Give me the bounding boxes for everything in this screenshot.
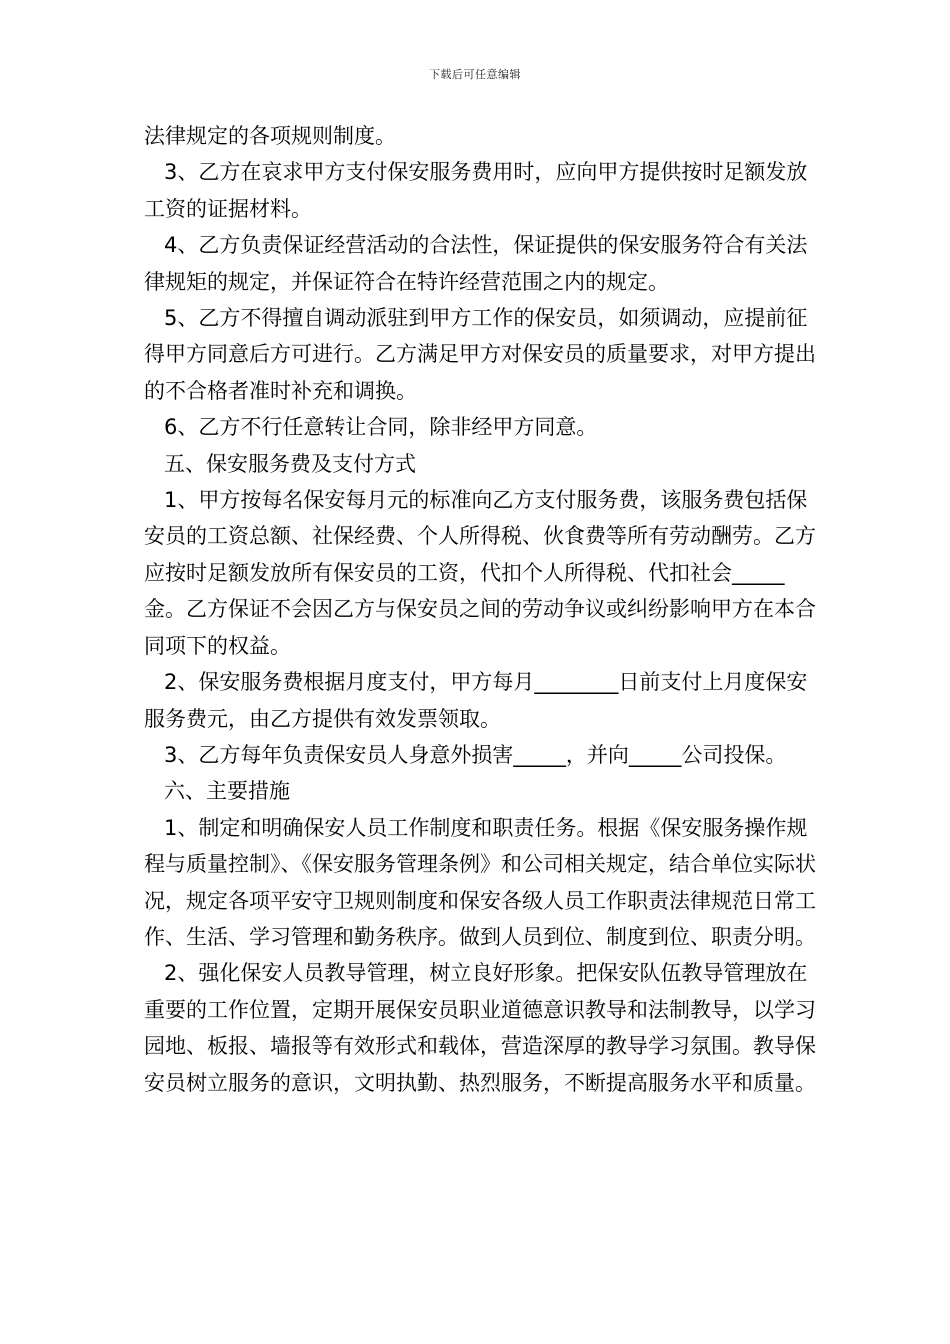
section-heading-measures: 六、主要措施 (164, 779, 290, 804)
paragraph-fees-3: 3、乙方每年负责保安员人身意外损害_____，并向_____公司投保。 (164, 742, 787, 767)
section-heading-fees: 五、保安服务费及支付方式 (164, 451, 416, 476)
paragraph-clause-4: 4、乙方负责保证经营活动的合法性，保证提供的保安服务符合有关法律规矩的规定，并保证符合在特许经营范围之内的规定。 (144, 233, 808, 294)
paragraph-clause-5: 5、乙方不得擅自调动派驻到甲方工作的保安员，如须调动，应提前征得甲方同意后方可进行。乙方满足甲方对保安员的质量要求，对甲方提出的不合格者准时补充和调换。 (144, 306, 816, 403)
page-header-note: 下载后可任意编辑 (429, 68, 521, 81)
paragraph-clause-3: 3、乙方在哀求甲方支付保安服务费用时，应向甲方提供按时足额发放工资的证据材料。 (144, 160, 808, 221)
paragraph-measures-1: 1、制定和明确保安人员工作制度和职责任务。根据《保安服务操作规程与质量控制》、《保安服务管理条例》和公司相关规定，结合单位实际状况，规定各项平安守卫规则制度和保安各级人员工作职责法律规范日常工作、生活、学习管理和勤务秩序。做到人员到位、制度到位、职责分明。 (144, 815, 816, 949)
paragraph-continuation: 法律规定的各项规则制度。 (144, 124, 396, 148)
paragraph-measures-2: 2、强化保安人员教导管理，树立良好形象。把保安队伍教导管理放在重要的工作位置，定期开展保安员职业道德意识教导和法制教导，以学习园地、板报、墙报等有效形式和载体，营造深厚的教导学习氛围。教导保安员树立服务的意识，文明执勤、热烈服务，不断提高服务水平和质量。 (144, 961, 816, 1095)
paragraph-fees-1: 1、甲方按每名保安每月元的标准向乙方支付服务费，该服务费包括保安员的工资总额、社保经费、个人所得税、伙食费等所有劳动酬劳。乙方应按时足额发放所有保安员的工资，代扣个人所得税、代扣社会_____金。乙方保证不会因乙方与保安员之间的劳动争议或纠纷影响甲方在本合同项下的权益。 (144, 488, 816, 658)
paragraph-clause-6: 6、乙方不行任意转让合同，除非经甲方同意。 (164, 415, 598, 440)
paragraph-fees-2: 2、保安服务费根据月度支付，甲方每月________日前支付上月度保安服务费元，由乙方提供有效发票领取。 (144, 670, 808, 731)
document-body (144, 118, 816, 1101)
